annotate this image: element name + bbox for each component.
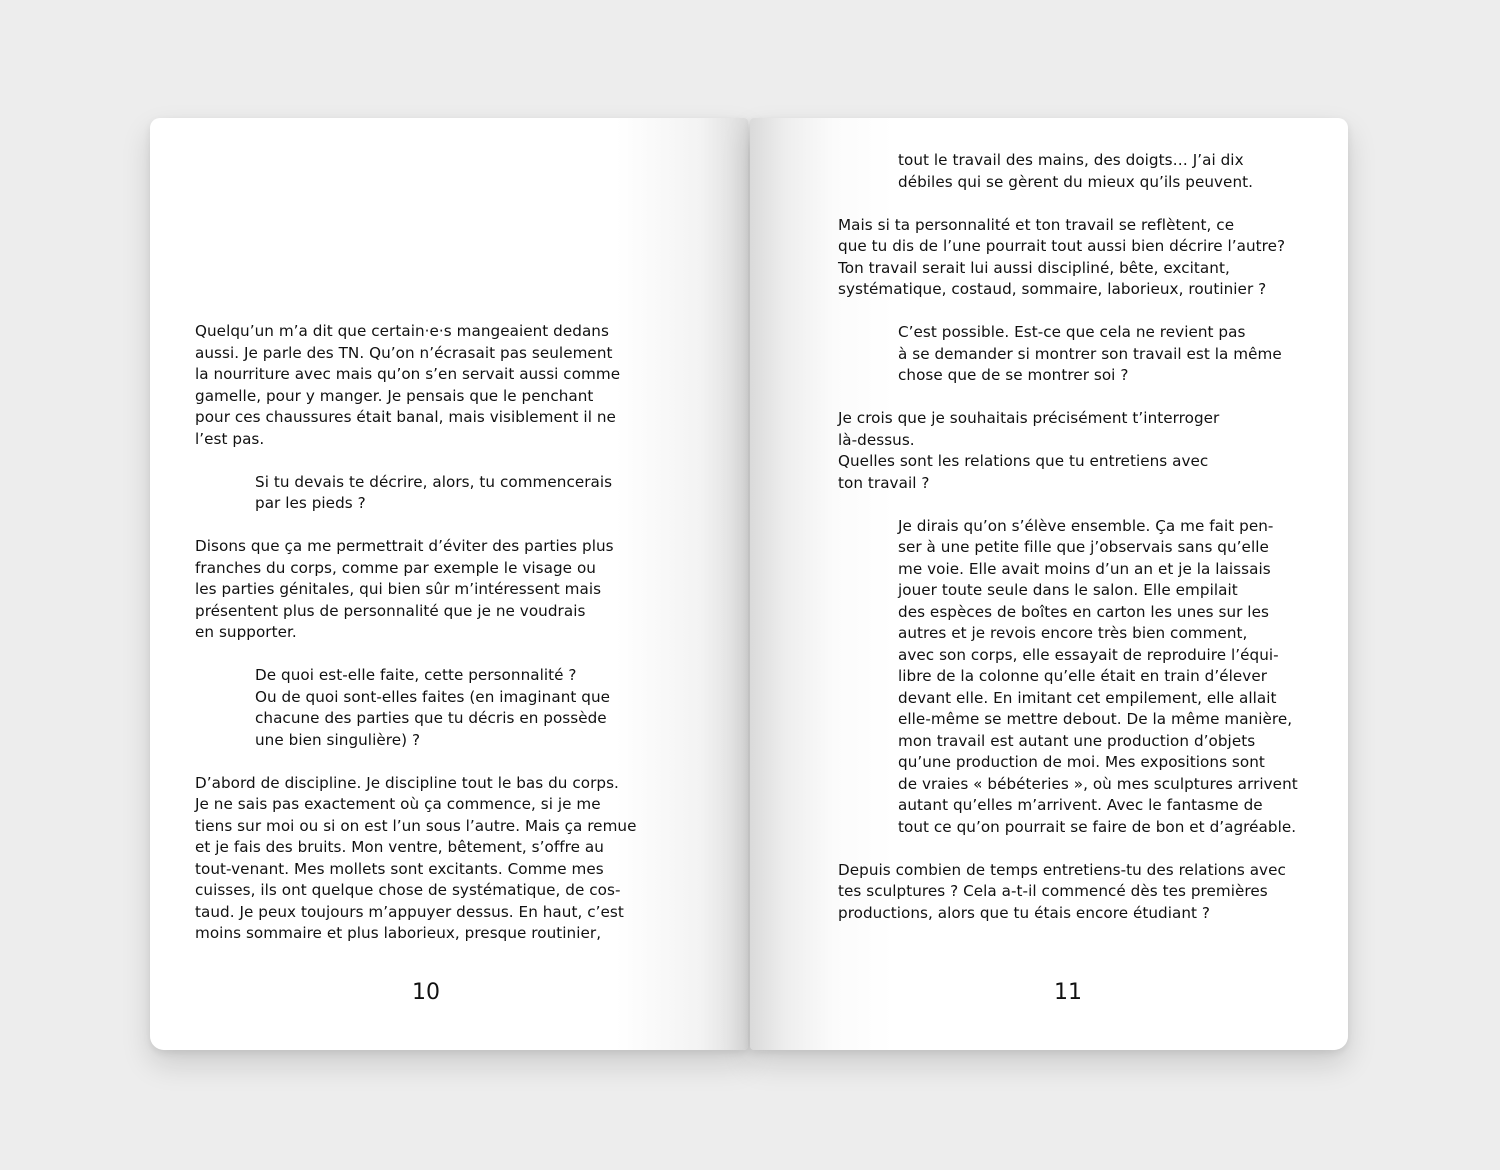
answer-paragraph: Je dirais qu’on s’élève ensemble. Ça me fait pen- ser à une petite fille que j’observais sans qu’elle me voie. Elle avait moins d’un an et je la laissais jouer toute seule dans le salon. Elle empilait des espèces de boîtes en carton les unes sur les autres et je revois encore très bien comment, avec son corps, elle essayait de reproduire l’équi- libre de la colonne qu’elle était en train d’élever devant elle. En imitant cet empilement, elle allait elle-même se mettre debout. De la même manière, mon travail est autant une production d’objets qu’une production de moi. Mes expositions sont de vraies « bébéteries », où mes sculptures arrivent autant qu’elles m’arrivent. Avec le fantasme de tout ce qu’on pourrait se faire de bon et d’agréable. xyxy=(898,516,1298,836)
left-page-text xyxy=(195,321,685,945)
right-page xyxy=(750,118,1348,1050)
right-page-text xyxy=(838,150,1338,924)
page-number: 11 xyxy=(1054,980,1082,1005)
question-paragraph: De quoi est-elle faite, cette personnalité ? Ou de quoi sont-elles faites (en imaginant que chacune des parties que tu décris en possède une bien singulière) ? xyxy=(255,666,611,749)
answer-paragraph: tout le travail des mains, des doigts… J’ai dix débiles qui se gèrent du mieux qu’ils peuvent. xyxy=(898,151,1254,191)
question-paragraph: Je crois que je souhaitais précisément t’interroger là-dessus. Quelles sont les relations que tu entretiens avec ton travail ? xyxy=(838,409,1220,492)
paragraph: D’abord de discipline. Je discipline tout le bas du corps. Je ne sais pas exactement où ça commence, si je me tiens sur moi ou si on est l’un sous l’autre. Mais ça remue et je fais des bruits. Mon ventre, bêtement, s’offre au tout-venant. Mes mollets sont excitants. Comme mes cuisses, ils ont quelque chose de systématique, de cos- taud. Je peux toujours m’appuyer dessus. En haut, c’est moins sommaire et plus laborieux, presque routinier, xyxy=(195,773,637,942)
answer-paragraph: C’est possible. Est-ce que cela ne revient pas à se demander si montrer son travail est la même chose que de se montrer soi ? xyxy=(898,323,1282,384)
question-paragraph: Mais si ta personnalité et ton travail se reflètent, ce que tu dis de l’une pourrait tout aussi bien décrire l’autre? Ton travail serait lui aussi discipliné, bête, excitant, systématique, costaud, sommaire, laborieux, routinier ? xyxy=(838,215,1286,298)
paragraph: Quelqu’un m’a dit que certain·e·s mangeaient dedans aussi. Je parle des TN. Qu’on n’écrasait pas seulement la nourriture avec mais qu’on s’en servait aussi comme gamelle, pour y manger. Je pensais que le penchant pour ces chaussures était banal, mais visiblement il ne l’est pas. xyxy=(195,322,621,448)
question-paragraph: Si tu devais te décrire, alors, tu commencerais par les pieds ? xyxy=(255,472,613,512)
question-paragraph: Depuis combien de temps entretiens-tu des relations avec tes sculptures ? Cela a-t-il commencé dès tes premières productions, alors que tu étais encore étudiant ? xyxy=(838,860,1286,922)
page-number: 10 xyxy=(412,980,440,1005)
open-book xyxy=(150,118,1348,1050)
paragraph: Disons que ça me permettrait d’éviter des parties plus franches du corps, comme par exemple le visage ou les parties génitales, qui bien sûr m’intéressent mais présentent plus de personnalité que je ne voudrais en supporter. xyxy=(195,537,614,641)
left-page xyxy=(150,118,748,1050)
